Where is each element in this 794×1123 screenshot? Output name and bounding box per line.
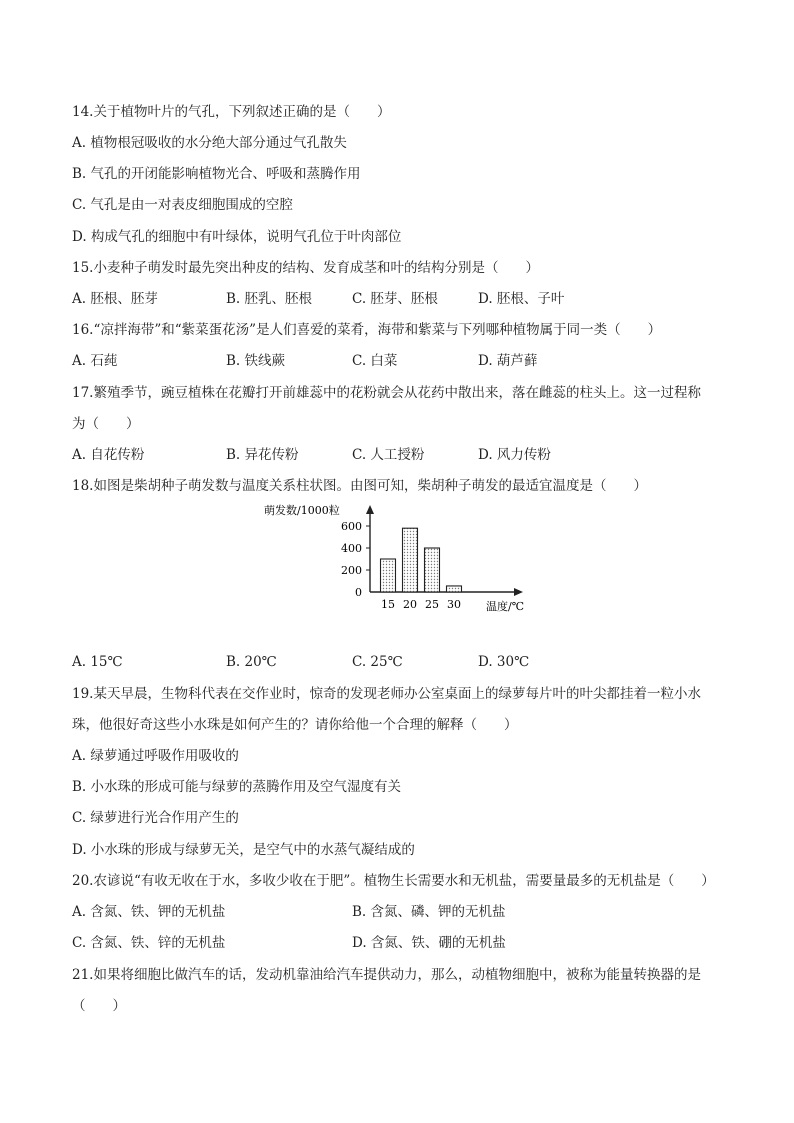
- chart-svg: [262, 500, 552, 630]
- question-15-stem: 15.小麦种子萌发时最先突出种皮的结构、发育成茎和叶的结构分别是（ ）: [72, 260, 539, 276]
- question-20-option-a: A. 含氮、铁、钾的无机盐: [72, 904, 226, 920]
- chart-bars: [381, 528, 462, 592]
- question-21-stem-line-1: 21.如果将细胞比做汽车的话，发动机靠油给汽车提供动力，那么，动植物细胞中，被称为能量转换器的是: [72, 967, 701, 983]
- question-17-option-d: D. 风力传粉: [478, 447, 551, 463]
- chart-y-axis-label: 萌发数/1000粒: [264, 504, 340, 517]
- question-16-option-c: C. 白菜: [352, 353, 398, 369]
- question-15-option-d: D. 胚根、子叶: [478, 291, 565, 307]
- question-18-stem: 18.如图是柴胡种子萌发数与温度关系柱状图。由图可知，柴胡种子萌发的最适宜温度是（ ）: [72, 478, 647, 494]
- question-15-option-a: A. 胚根、胚芽: [72, 291, 158, 307]
- chart-bar: [425, 548, 440, 592]
- chart-y-tick-label: 600: [341, 520, 362, 533]
- chart-x-axis-arrow: [514, 588, 523, 596]
- question-18-option-b: B. 20℃: [226, 654, 277, 670]
- question-16-stem: 16.“凉拌海带”和“紫菜蛋花汤”是人们喜爱的菜肴，海带和紫菜与下列哪种植物属于同一类（ ）: [72, 322, 662, 338]
- chart-bar: [447, 586, 462, 592]
- question-21-stem-line-2: （ ）: [72, 998, 126, 1014]
- question-20-option-b: B. 含氮、磷、钾的无机盐: [352, 904, 506, 920]
- question-19-option-d: D. 小水珠的形成与绿萝无关，是空气中的水蒸气凝结成的: [72, 842, 415, 858]
- chart-x-tick-label: 20: [403, 598, 417, 611]
- question-19-option-b: B. 小水珠的形成可能与绿萝的蒸腾作用及空气湿度有关: [72, 779, 402, 795]
- question-17-stem-line-2: 为（ ）: [72, 416, 140, 432]
- germination-bar-chart: [262, 500, 552, 630]
- question-19-option-a: A. 绿萝通过呼吸作用吸收的: [72, 748, 239, 764]
- question-17-option-c: C. 人工授粉: [352, 447, 425, 463]
- chart-x-axis-label: 温度/℃: [486, 600, 525, 613]
- chart-bar: [381, 559, 396, 592]
- question-19-option-c: C. 绿萝进行光合作用产生的: [72, 810, 239, 826]
- question-18-option-d: D. 30℃: [478, 654, 530, 670]
- question-20-stem: 20.农谚说“有收无收在于水，多收少收在于肥”。植物生长需要水和无机盐，需要量最多的无机盐是（ ）: [72, 873, 715, 889]
- chart-bar: [403, 528, 418, 592]
- question-14-option-c: C. 气孔是由一对表皮细胞围成的空腔: [72, 197, 293, 213]
- question-16-option-d: D. 葫芦藓: [478, 353, 538, 369]
- question-20-option-d: D. 含氮、铁、硼的无机盐: [352, 935, 506, 951]
- question-16-option-a: A. 石莼: [72, 353, 118, 369]
- question-17-option-b: B. 异花传粉: [226, 447, 299, 463]
- question-14-option-a: A. 植物根冠吸收的水分绝大部分通过气孔散失: [72, 135, 347, 151]
- question-14-stem: 14.关于植物叶片的气孔，下列叙述正确的是（ ）: [72, 104, 391, 120]
- chart-x-tick-label: 25: [425, 598, 439, 611]
- question-19-stem-line-1: 19.某天早晨，生物科代表在交作业时，惊奇的发现老师办公室桌面上的绿萝每片叶的叶尖都挂着一粒小水: [72, 686, 701, 702]
- question-14-option-b: B. 气孔的开闭能影响植物光合、呼吸和蒸腾作用: [72, 166, 361, 182]
- chart-ticks: [341, 520, 461, 611]
- question-18-option-a: A. 15℃: [72, 654, 123, 670]
- chart-x-tick-label: 30: [447, 598, 461, 611]
- question-14-option-d: D. 构成气孔的细胞中有叶绿体，说明气孔位于叶肉部位: [72, 229, 402, 245]
- chart-y-axis-arrow: [366, 505, 374, 514]
- question-17-option-a: A. 自花传粉: [72, 447, 145, 463]
- question-18-option-c: C. 25℃: [352, 654, 403, 670]
- question-17-stem-line-1: 17.繁殖季节，豌豆植株在花瓣打开前雄蕊中的花粉就会从花药中散出来，落在雌蕊的柱头上。这一过程称: [72, 385, 701, 401]
- question-16-option-b: B. 铁线蕨: [226, 353, 286, 369]
- chart-x-tick-label: 15: [381, 598, 395, 611]
- question-19-stem-line-2: 珠，他很好奇这些小水珠是如何产生的？请你给他一个合理的解释（ ）: [72, 717, 518, 733]
- chart-y-tick-label: 0: [355, 586, 362, 599]
- chart-y-tick-label: 400: [341, 542, 362, 555]
- chart-y-tick-label: 200: [341, 564, 362, 577]
- question-15-option-c: C. 胚芽、胚根: [352, 291, 438, 307]
- question-20-option-c: C. 含氮、铁、锌的无机盐: [72, 935, 226, 951]
- question-15-option-b: B. 胚乳、胚根: [226, 291, 313, 307]
